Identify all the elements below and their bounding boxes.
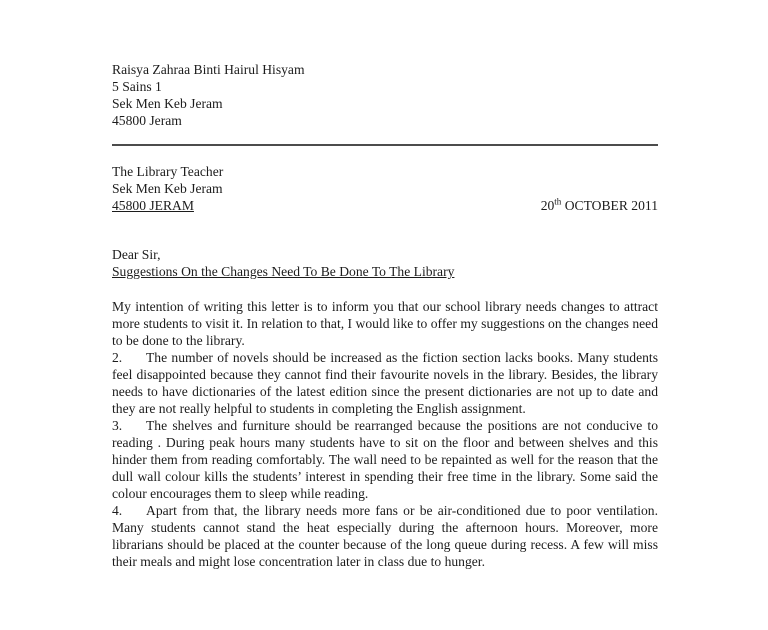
paragraph-text: Apart from that, the library needs more fans or be air-conditioned due to poor ventilation. Many students cannot stand the heat especially during the afternoon hours. Moreover, more librarians should be placed at the counter because of the long queue during recess. A few will miss their meals and might lose concentration later in class due to hunger. bbox=[112, 503, 658, 569]
paragraph-number: 2. bbox=[112, 350, 123, 365]
sender-address-line: Raisya Zahraa Binti Hairul Hisyam bbox=[112, 62, 305, 77]
recipient-city: 45800 JERAM bbox=[112, 198, 194, 213]
letter-date bbox=[541, 197, 658, 214]
date-month-year: OCTOBER 2011 bbox=[561, 198, 658, 213]
salutation: Dear Sir, bbox=[112, 247, 161, 262]
sender-address-line: Sek Men Keb Jeram bbox=[112, 96, 223, 111]
paragraph-text: The number of novels should be increased as the fiction section lacks books. Many students feel disappointed because they cannot find their favourite novels in the library. Besides, the library needs to have dictionaries of the latest edition since the present dictionaries are not up to date and they are not really helpful to students in completing the English assignment. bbox=[112, 350, 658, 416]
recipient-address-line: Sek Men Keb Jeram bbox=[112, 181, 223, 196]
letter-body bbox=[112, 298, 658, 570]
paragraph bbox=[112, 502, 658, 570]
sender-address-line: 45800 Jeram bbox=[112, 113, 182, 128]
city-date-row bbox=[112, 197, 658, 214]
divider-line bbox=[112, 144, 658, 146]
subject-line: Suggestions On the Changes Need To Be Done To The Library bbox=[112, 264, 455, 279]
date-day: 20 bbox=[540, 198, 555, 213]
paragraph bbox=[112, 417, 658, 502]
paragraph bbox=[112, 349, 658, 417]
paragraph-number: 4. bbox=[112, 503, 123, 518]
paragraph-number: 3. bbox=[112, 418, 123, 433]
sender-address bbox=[112, 61, 658, 129]
letter-content bbox=[112, 61, 658, 570]
paragraph-text: My intention of writing this letter is to inform you that our school library needs changes to attract more students to visit it. In relation to that, I would like to offer my suggestions on the changes need to be done to the library. bbox=[112, 299, 658, 348]
recipient-address bbox=[112, 163, 658, 214]
paragraph bbox=[112, 298, 658, 349]
paragraph-text: The shelves and furniture should be rearranged because the positions are not conducive to reading . During peak hours many students have to sit on the floor and between shelves and this hinder them from reading comfortably. The wall need to be repainted as well for the reason that the dull wall colour kills the students’ interest in spending their free time in the library. Some said the colour encourages them to sleep while reading. bbox=[112, 418, 658, 501]
date-ordinal: th bbox=[554, 196, 562, 207]
recipient-address-line: The Library Teacher bbox=[112, 164, 224, 179]
sender-address-line: 5 Sains 1 bbox=[112, 79, 162, 94]
